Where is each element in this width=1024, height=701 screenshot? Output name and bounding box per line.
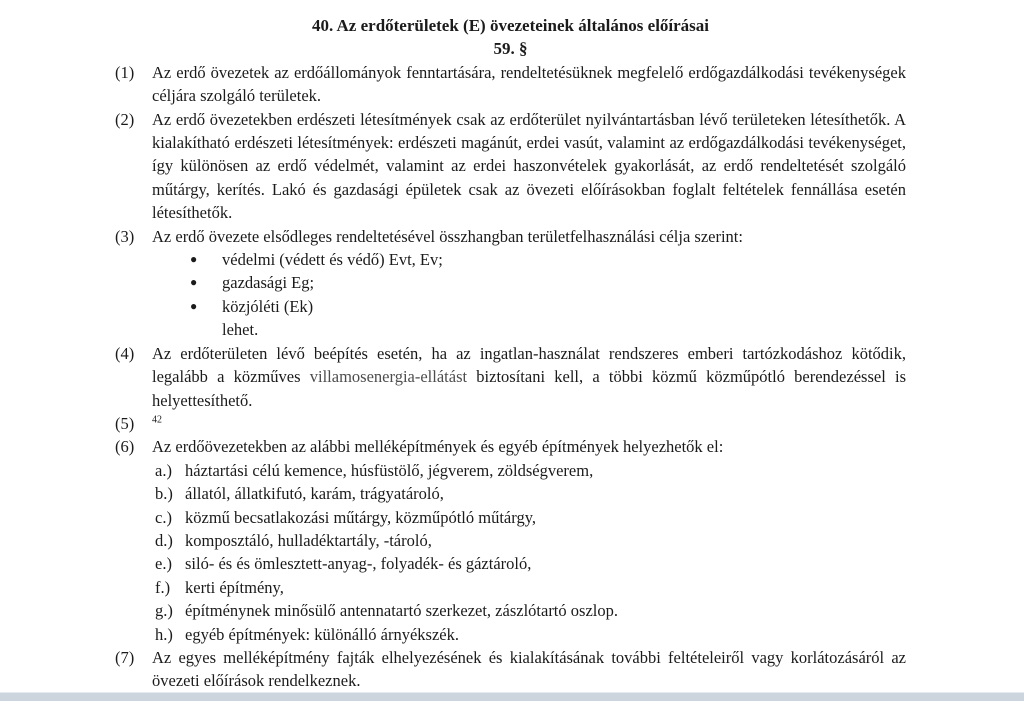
clause-6-item-h-label: h.)	[155, 624, 173, 644]
clause-6-item-e-text: siló- és és ömlesztett-anyag-, folyadék- és gáztároló,	[185, 554, 532, 574]
clause-6-item-d	[155, 529, 906, 552]
clause-6-text: Az erdőövezetekben az alábbi melléképítmények és egyéb építmények helyezhetők el:	[152, 437, 724, 457]
bullet-icon: ●	[190, 275, 198, 290]
clause-1-text: Az erdő övezetek az erdőállományok fenntartására, rendeltetésüknek megfelelő erdőgazdálkodási tevékenységek céljára szolgáló területek.	[152, 62, 906, 106]
clause-6-item-g-label: g.)	[155, 601, 173, 621]
clause-3-bullet-3-text: közjóléti (Ek)	[222, 296, 314, 316]
footnote-reference: 42	[152, 414, 162, 426]
clause-6-item-h-text: egyéb építmények: különálló árnyékszék.	[185, 624, 459, 644]
clause-6-item-h	[155, 623, 906, 646]
section-number: 59. §	[493, 39, 528, 59]
clause-3-closing: lehet.	[222, 320, 259, 340]
clause-3-bullet-1	[190, 248, 906, 271]
clause-3-bullet-2	[190, 271, 906, 294]
clause-6-item-f	[155, 576, 906, 599]
clause-6-item-a-text: háztartási célú kemence, húsfüstölő, jégverem, zöldségverem,	[185, 460, 594, 480]
clause-5-number: (5)	[115, 413, 135, 433]
clause-3-bullet-1-text: védelmi (védett és védő) Evt, Ev;	[222, 250, 443, 270]
clause-7-number: (7)	[115, 647, 135, 667]
clause-2-text: Az erdő övezetekben erdészeti létesítmények csak az erdőterület nyilvántartásban lévő területeken létesíthetők. A kialakítható erdészeti létesítmények: erdészeti magánút, erdei vasút, valamint az erdőgazdálkodási tevékenységet, így különösen az erdő védelmét, valamint az erdei haszonvételek gyakorlását, az erdő rendeltetését szolgáló műtárgy, kerítés. Lakó és gazdasági épületek csak az övezeti előírásokban foglalt feltételek fennállása esetén létesíthetők.	[152, 109, 906, 223]
clause-6-item-g-text: építménynek minősülő antennatartó szerkezet, zászlótartó oszlop.	[185, 601, 618, 621]
clause-6-item-b-label: b.)	[155, 484, 173, 504]
clause-3-number: (3)	[115, 226, 135, 246]
bullet-icon: ●	[190, 298, 198, 313]
clause-6-item-c-label: c.)	[155, 507, 172, 527]
chapter-title: 40. Az erdőterületek (E) övezeteinek általános előírásai	[311, 16, 710, 35]
bullet-icon: ●	[190, 252, 198, 267]
clause-7-text: Az egyes melléképítmény fajták elhelyezésének és kialakításának további feltételeiről vagy korlátozásáról az övezeti előírások rendelkeznek.	[152, 647, 906, 691]
clause-6-item-d-label: d.)	[155, 530, 173, 550]
clause-4-text	[152, 342, 906, 412]
clause-3	[115, 225, 906, 248]
clause-6	[115, 435, 906, 458]
clause-6-item-a	[155, 459, 906, 482]
clause-5-text	[152, 412, 906, 435]
clause-5	[115, 412, 906, 435]
clause-6-item-f-label: f.)	[155, 577, 171, 597]
clause-6-item-c-text: közmű becsatlakozási műtárgy, közműpótló műtárgy,	[185, 507, 537, 527]
clause-2-number: (2)	[115, 109, 135, 129]
clause-6-item-b-text: állatól, állatkifutó, karám, trágyatároló,	[185, 484, 444, 504]
clause-6-item-c	[155, 506, 906, 529]
clause-4-text-after: biztosítani kell, a többi közmű közműpótló berendezéssel is helyettesíthető.	[152, 367, 906, 410]
clause-6-item-d-text: komposztáló, hulladéktartály, -tároló,	[185, 530, 432, 550]
clause-6-item-e-label: e.)	[155, 554, 172, 574]
clause-3-bullet-2-text: gazdasági Eg;	[222, 273, 315, 293]
clause-6-item-e	[155, 552, 906, 575]
clause-2	[115, 108, 906, 225]
clause-6-item-b	[155, 482, 906, 505]
clause-4-text-before: Az erdőterületen lévő beépítés esetén, ha az ingatlan-használat rendszeres emberi tartózkodáshoz kötődik, legalább a közműves	[152, 343, 906, 387]
clause-4-text-light: villamosenergia-ellátást	[309, 367, 468, 387]
window-bottom-edge	[0, 692, 1024, 701]
clause-4	[115, 342, 906, 412]
clause-6-item-g	[155, 599, 906, 622]
clause-6-item-a-label: a.)	[155, 460, 172, 480]
clause-6-number: (6)	[115, 437, 135, 457]
clause-1-number: (1)	[115, 62, 135, 82]
clause-3-text: Az erdő övezete elsődleges rendeltetésével összhangban területfelhasználási célja szerint:	[152, 226, 743, 246]
clause-7	[115, 646, 906, 693]
clause-6-item-f-text: kerti építmény,	[185, 577, 284, 597]
clause-4-number: (4)	[115, 343, 135, 363]
clause-3-bullet-3	[190, 295, 906, 318]
clause-1	[115, 61, 906, 108]
